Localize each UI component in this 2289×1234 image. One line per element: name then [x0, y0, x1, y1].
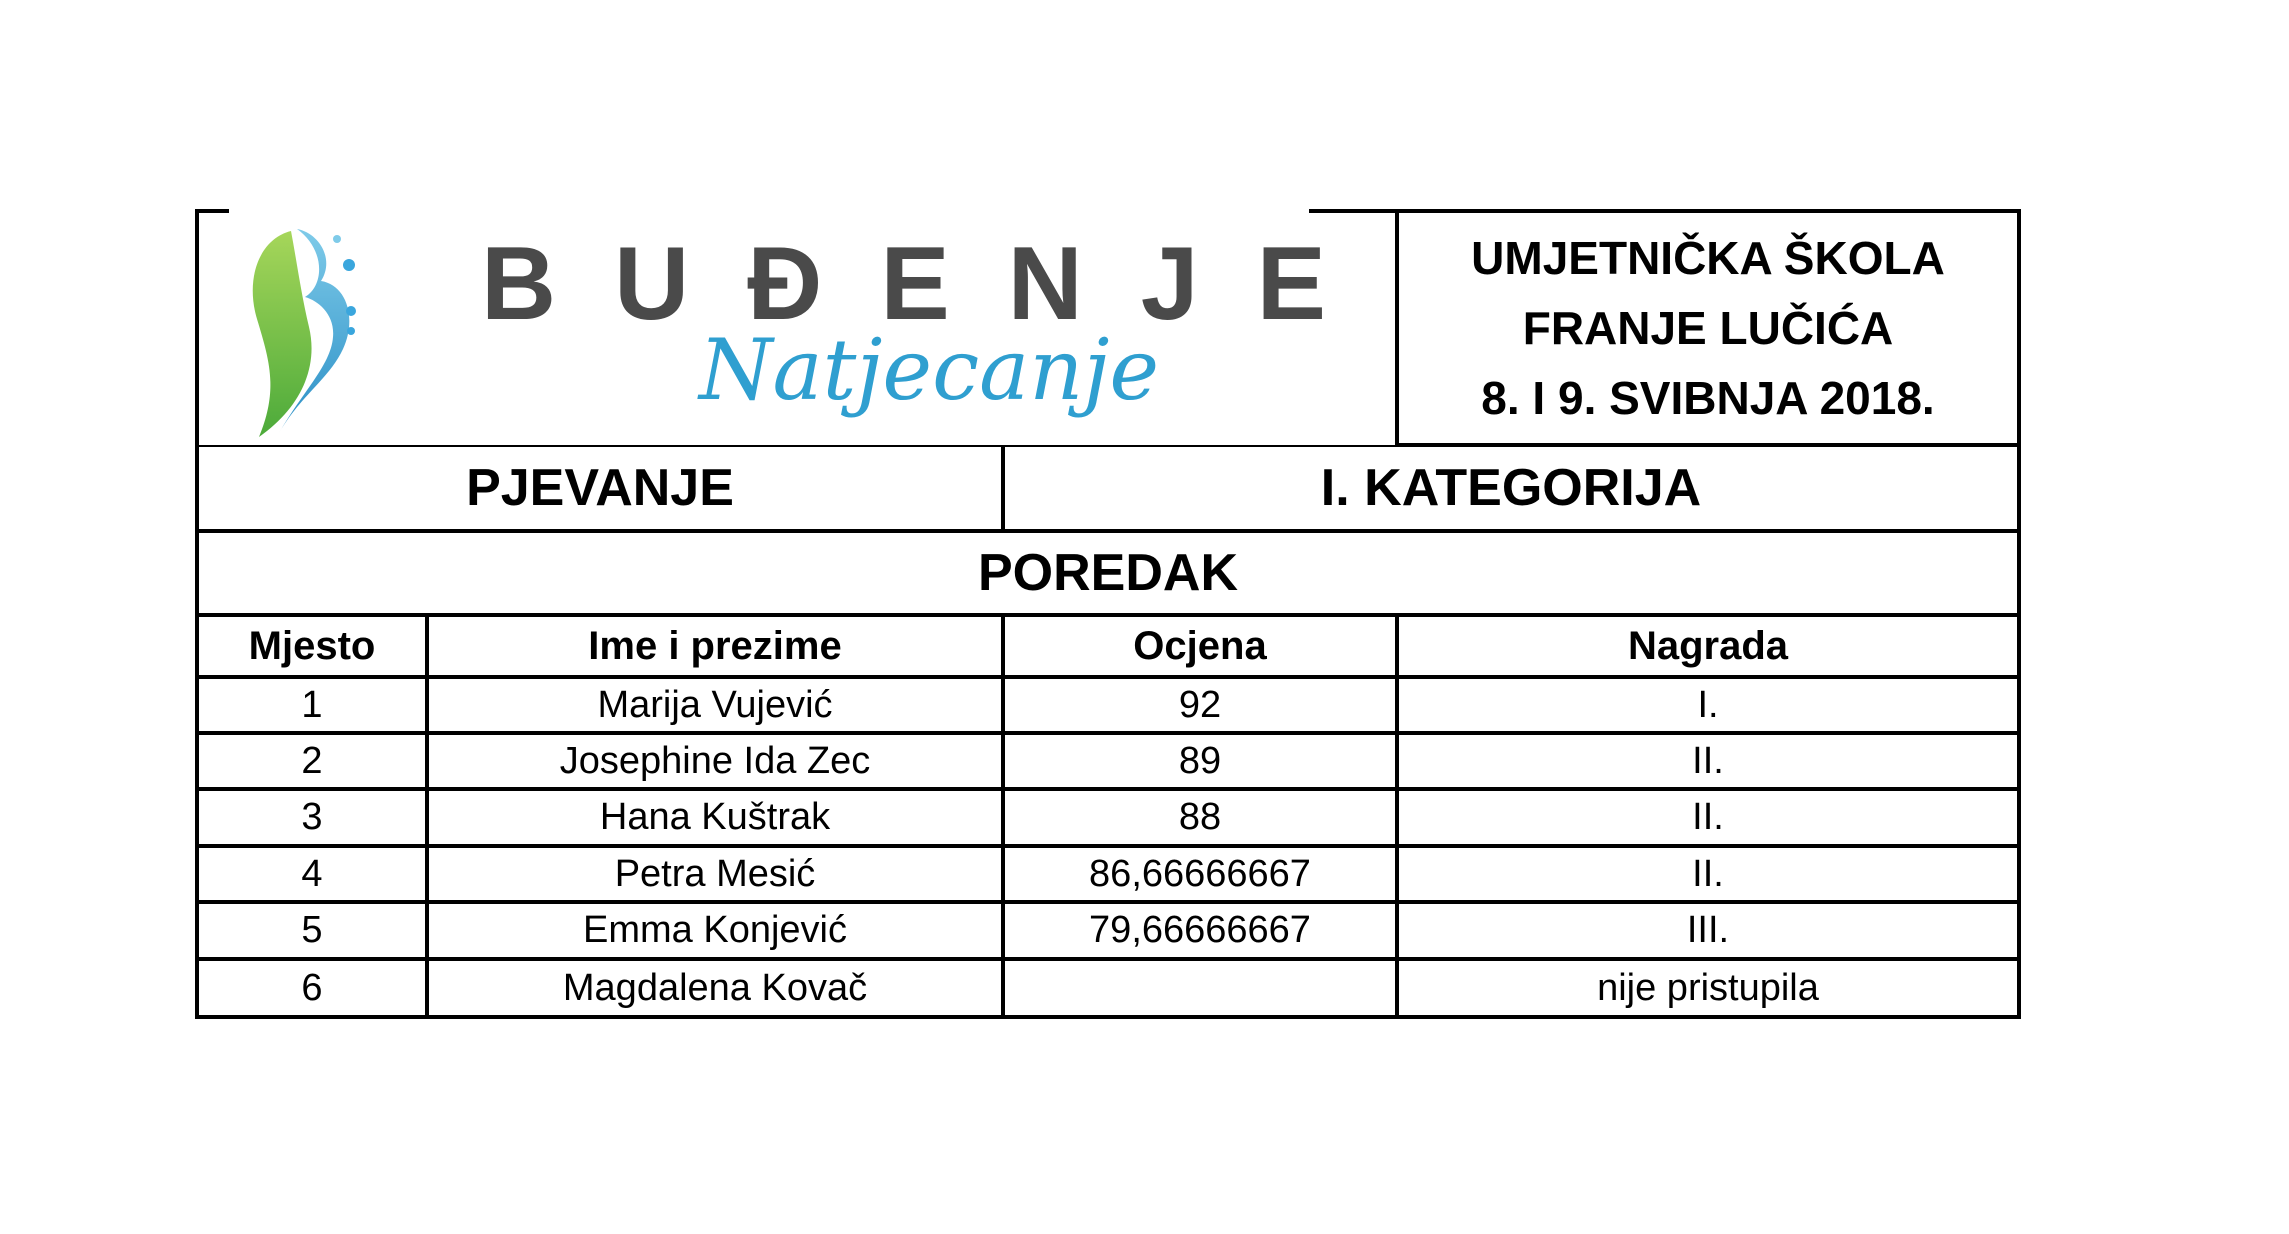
- cell-place: 4: [301, 852, 323, 895]
- cell-place: 2: [301, 739, 323, 782]
- category-label: I. KATEGORIJA: [1320, 459, 1702, 517]
- cell-award: II.: [1692, 796, 1724, 838]
- column-header-award: Nagrada: [1627, 623, 1789, 668]
- results-table: [195, 209, 2021, 1019]
- cell-name: Petra Mesić: [614, 852, 816, 895]
- cell-score: 92: [1178, 683, 1222, 726]
- column-header-score: Ocjena: [1133, 623, 1267, 668]
- cell-place: 6: [301, 966, 323, 1009]
- logo-area: [199, 213, 1395, 445]
- cell-place: 3: [301, 796, 323, 838]
- cell-award: II.: [1692, 852, 1724, 895]
- cell-score: [1005, 961, 1395, 1015]
- cell-name: Josephine Ida Zec: [559, 739, 871, 782]
- cell-score: 88: [1178, 796, 1222, 838]
- cell-score: 89: [1178, 739, 1222, 782]
- cell-award: III.: [1686, 909, 1730, 951]
- event-dates: 8. I 9. SVIBNJA 2018.: [1481, 372, 1935, 424]
- column-header-name: Ime i prezime: [588, 623, 842, 668]
- cell-score: 86,66666667: [1089, 852, 1311, 895]
- cell-place: 5: [301, 909, 323, 951]
- cell-name: Hana Kuštrak: [599, 796, 831, 838]
- ranking-title: POREDAK: [977, 544, 1239, 602]
- cell-score: 79,66666667: [1089, 909, 1311, 951]
- border-bottom: [195, 1015, 2021, 1019]
- logo-title: BUĐENJE: [481, 226, 1384, 342]
- cell-name: Marija Vujević: [597, 683, 833, 726]
- school-name-line2: FRANJE LUČIĆA: [1522, 302, 1894, 354]
- logo-subtitle: Natjecanje: [699, 321, 1160, 419]
- cell-name: Emma Konjević: [583, 909, 847, 951]
- discipline-label: PJEVANJE: [466, 459, 734, 517]
- cell-name: Magdalena Kovač: [562, 966, 868, 1009]
- cell-award: I.: [1697, 683, 1719, 726]
- cell-place: 1: [301, 683, 323, 726]
- cell-award: II.: [1692, 739, 1724, 782]
- heart-note-logo-icon: [239, 219, 369, 441]
- column-header-place: Mjesto: [248, 623, 376, 668]
- school-info: [1399, 213, 2017, 443]
- school-name: UMJETNIČKA ŠKOLA: [1471, 232, 1945, 284]
- cell-award: nije pristupila: [1597, 966, 1819, 1009]
